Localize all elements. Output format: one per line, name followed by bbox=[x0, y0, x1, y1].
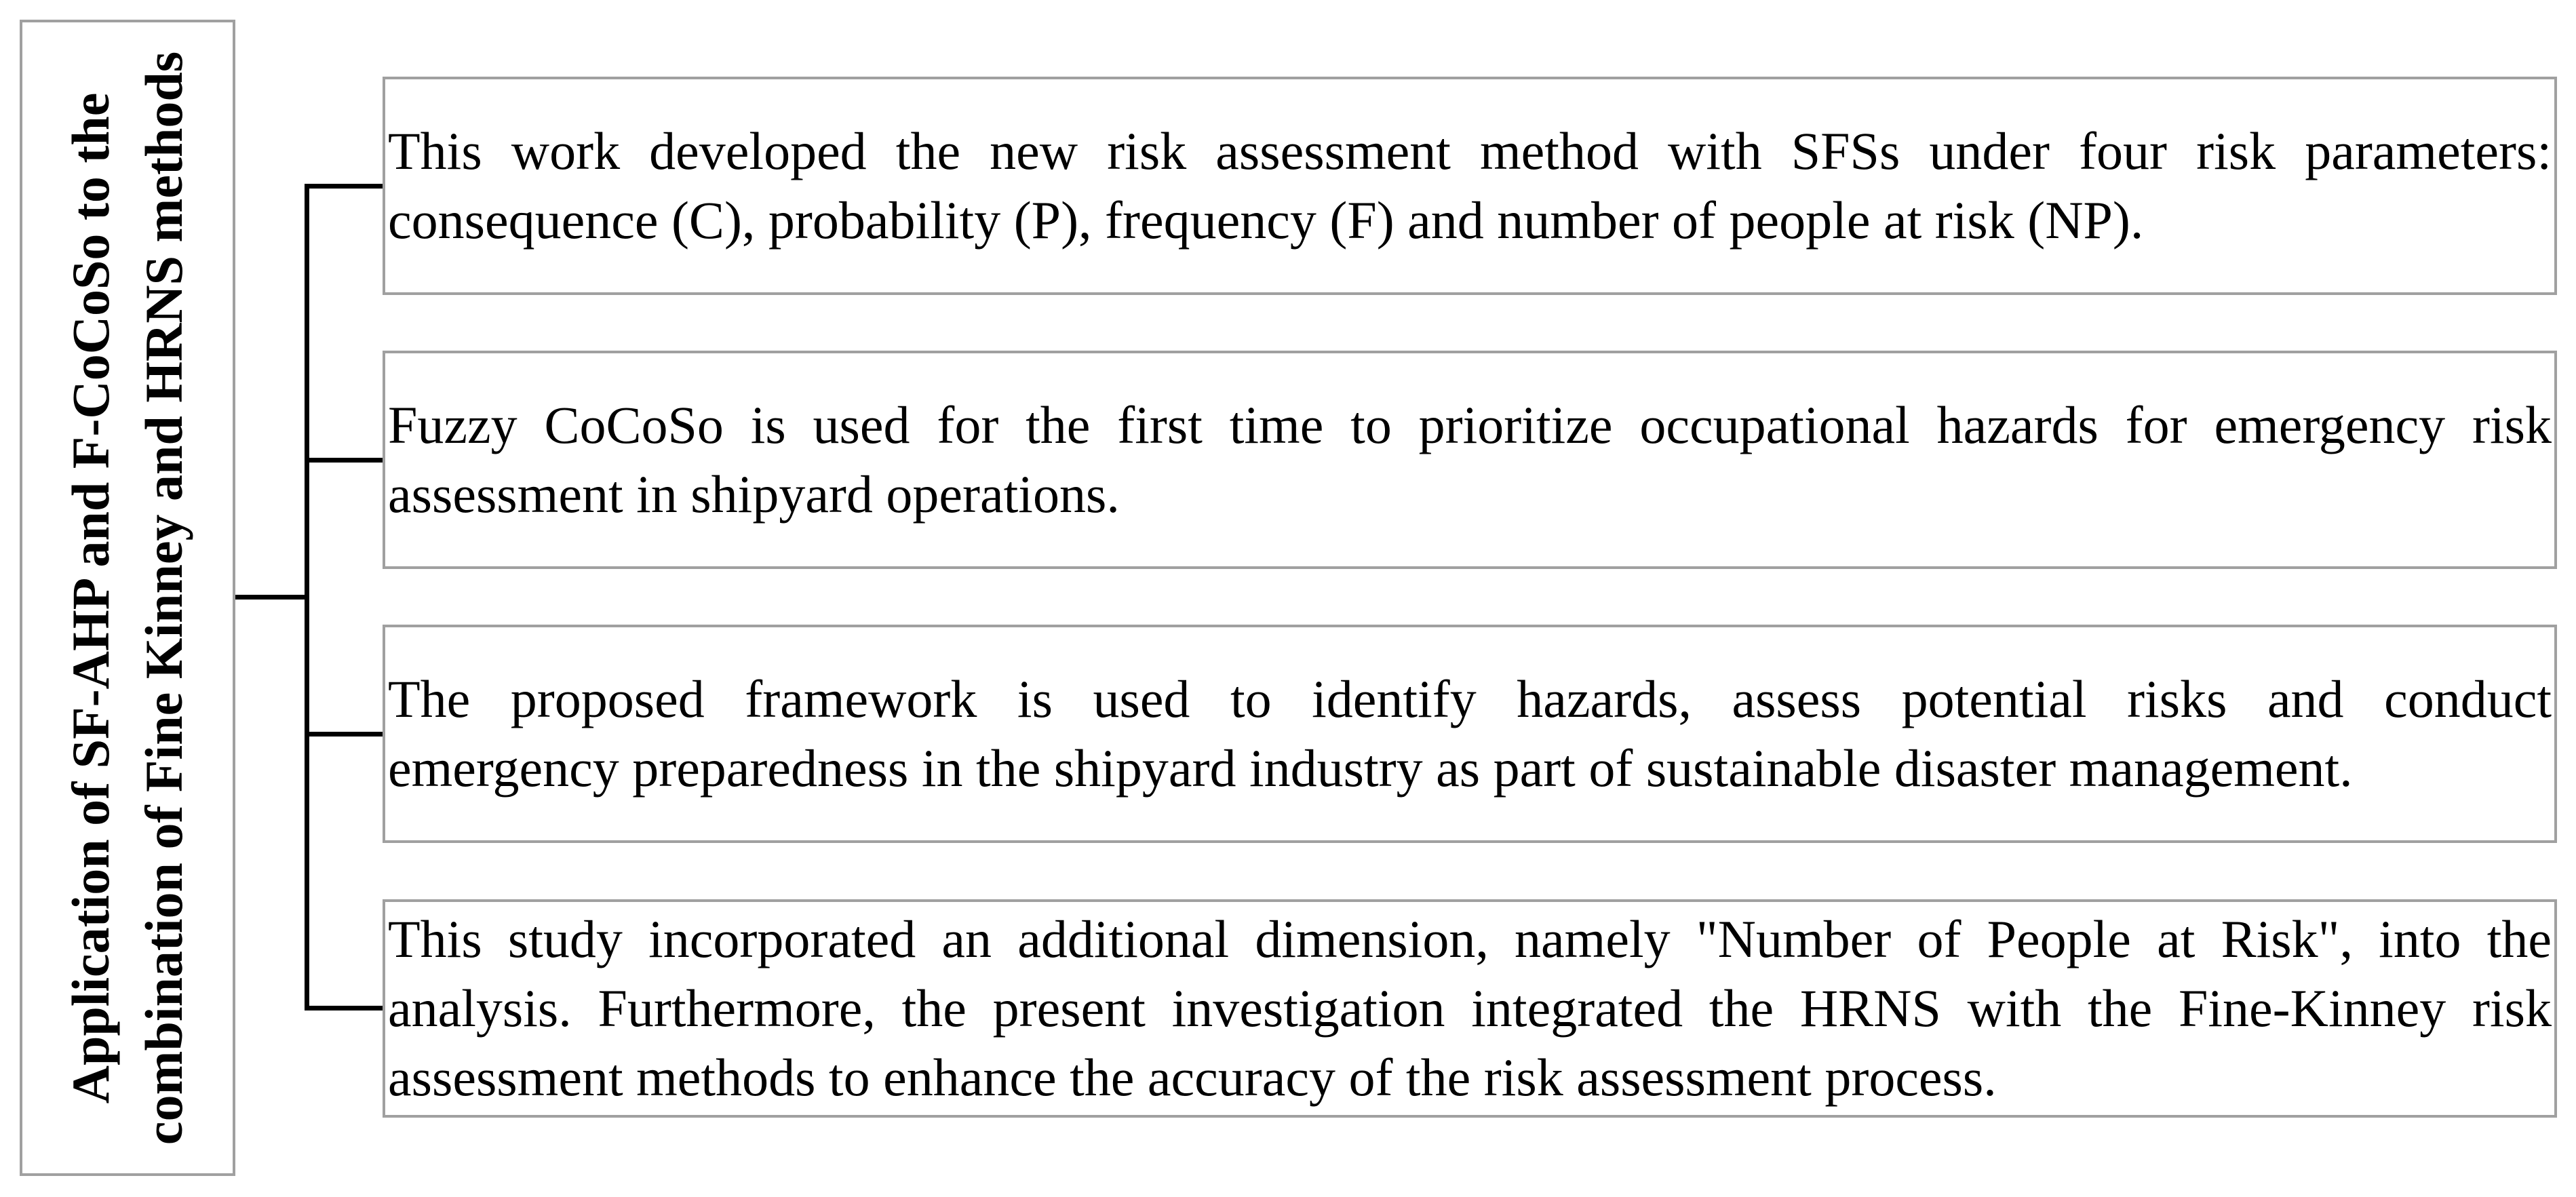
box-text-line: emergency preparedness in the shipyard industry as part of sustainable disaster management. bbox=[388, 739, 2353, 798]
box-text-line: analysis. Furthermore, the present investigation integrated the HRNS with the Fine-Kinney risk bbox=[388, 979, 2552, 1038]
box-text-line: This study incorporated an additional dimension, namely "Number of People at Risk", into the bbox=[388, 909, 2552, 968]
connector-branch-1 bbox=[305, 184, 384, 189]
connector-branch-4 bbox=[305, 1006, 384, 1010]
box-text-line: This work developed the new risk assessment method with SFSs under four risk parameters: bbox=[388, 121, 2552, 180]
connector-main bbox=[235, 595, 307, 600]
contribution-box-2 bbox=[383, 351, 2557, 569]
title-line: Application of SF-AHP and F-CoCoSo to the bbox=[61, 92, 120, 1103]
contribution-box-4 bbox=[383, 899, 2557, 1118]
connector-vertical bbox=[305, 184, 309, 1010]
title-line: combination of Fine Kinney and HRNS methods bbox=[134, 51, 193, 1145]
box-text-line: consequence (C), probability (P), frequency (F) and number of people at risk (NP). bbox=[388, 191, 2144, 250]
box-text-line: The proposed framework is used to identify hazards, assess potential risks and conduct bbox=[388, 669, 2552, 728]
contribution-box-3 bbox=[383, 625, 2557, 843]
main-topic-box bbox=[20, 20, 235, 1176]
contribution-box-1 bbox=[383, 77, 2557, 295]
box-text-line: assessment methods to enhance the accuracy of the risk assessment process. bbox=[388, 1048, 1997, 1107]
main-topic-title bbox=[54, 25, 201, 1171]
connector-branch-3 bbox=[305, 732, 384, 737]
box-text-line: Fuzzy CoCoSo is used for the first time to prioritize occupational hazards for emergency risk bbox=[388, 395, 2552, 454]
connector-branch-2 bbox=[305, 458, 384, 463]
box-text-line: assessment in shipyard operations. bbox=[388, 465, 1120, 524]
